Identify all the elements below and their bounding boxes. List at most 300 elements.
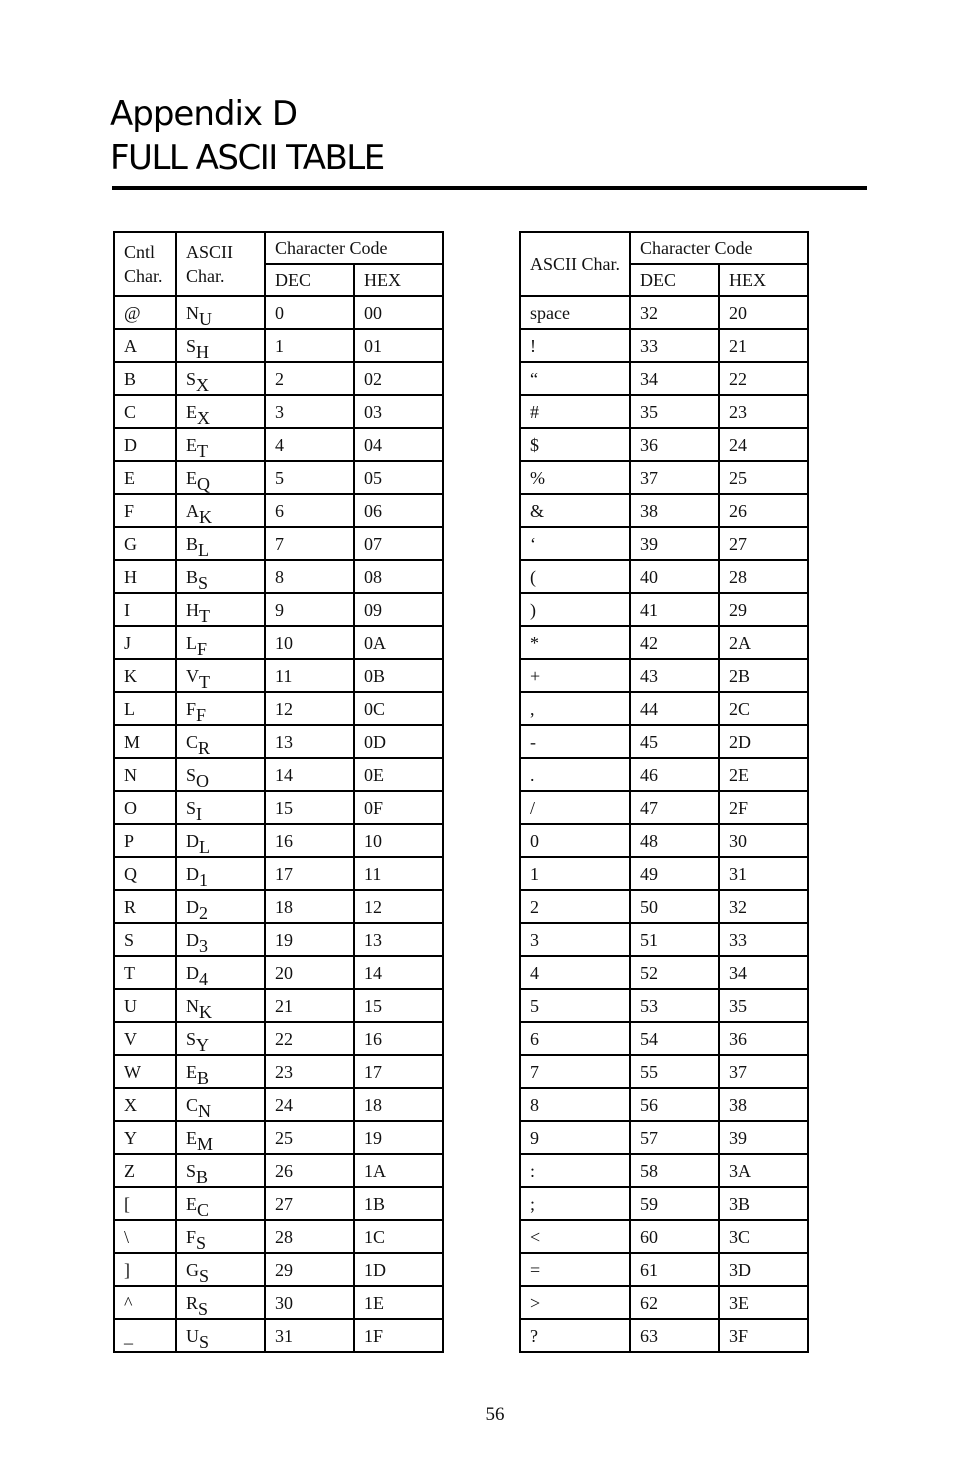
ascii-char-sub: R: [198, 737, 211, 758]
dec-cell: 61: [630, 1253, 719, 1286]
hex-cell: 1C: [354, 1220, 443, 1253]
dec-cell: 48: [630, 824, 719, 857]
ascii-char-cell: [176, 296, 265, 329]
table-row: [520, 461, 808, 494]
table-row: [520, 1286, 808, 1319]
control-char-table: [113, 231, 444, 1353]
printable-char-table: [519, 231, 809, 1353]
ascii-char-cell: [176, 560, 265, 593]
table-row: [114, 659, 443, 692]
hex-cell: 02: [354, 362, 443, 395]
hex-cell: 35: [719, 989, 808, 1022]
table-row: [114, 1022, 443, 1055]
ascii-char-cell: [176, 1319, 265, 1352]
ascii-char-cell: [176, 1286, 265, 1319]
dec-cell: 39: [630, 527, 719, 560]
table-row: [520, 989, 808, 1022]
table-row: [114, 857, 443, 890]
cntl-char-cell: ^: [114, 1286, 176, 1319]
dec-cell: 18: [265, 890, 354, 923]
header-ascii-char: ASCII Char.: [176, 232, 265, 296]
cntl-char-cell: _: [114, 1319, 176, 1352]
table-row: [114, 1253, 443, 1286]
ascii-char-sub: S: [196, 1232, 207, 1253]
table-row: [520, 593, 808, 626]
table-row: [114, 560, 443, 593]
hex-cell: 21: [719, 329, 808, 362]
hex-cell: 3C: [719, 1220, 808, 1253]
table-row: [520, 527, 808, 560]
table-row: [114, 692, 443, 725]
dec-cell: 37: [630, 461, 719, 494]
ascii-char-cell: [176, 1088, 265, 1121]
hex-cell: 36: [719, 1022, 808, 1055]
hex-cell: 15: [354, 989, 443, 1022]
hex-cell: 0A: [354, 626, 443, 659]
hex-cell: 27: [719, 527, 808, 560]
dec-cell: 53: [630, 989, 719, 1022]
hex-cell: 28: [719, 560, 808, 593]
header-ascii-char: ASCII Char.: [520, 232, 630, 296]
hex-cell: 0E: [354, 758, 443, 791]
table-row: [520, 1022, 808, 1055]
dec-cell: 28: [265, 1220, 354, 1253]
cntl-char-cell: F: [114, 494, 176, 527]
ascii-char-main: C: [186, 1094, 199, 1115]
ascii-char-sub: 2: [199, 902, 208, 923]
ascii-char-main: H: [186, 599, 199, 620]
hex-cell: 1A: [354, 1154, 443, 1187]
hex-cell: 14: [354, 956, 443, 989]
dec-cell: 29: [265, 1253, 354, 1286]
dec-cell: 15: [265, 791, 354, 824]
cntl-char-cell: E: [114, 461, 176, 494]
ascii-char-main: B: [186, 566, 199, 587]
ascii-char-cell: [176, 1055, 265, 1088]
ascii-char-cell: ): [520, 593, 630, 626]
ascii-char-main: B: [186, 533, 199, 554]
hex-cell: 31: [719, 857, 808, 890]
table-row: [114, 428, 443, 461]
ascii-char-main: D: [186, 830, 199, 851]
ascii-char-sub: O: [196, 770, 210, 791]
hex-cell: 01: [354, 329, 443, 362]
ascii-char-sub: K: [199, 506, 212, 527]
hex-cell: 18: [354, 1088, 443, 1121]
ascii-char-sub: S: [198, 572, 209, 593]
dec-cell: 52: [630, 956, 719, 989]
ascii-char-sub: N: [198, 1100, 212, 1121]
ascii-char-sub: L: [199, 836, 210, 857]
ascii-char-main: F: [186, 698, 197, 719]
cntl-char-cell: C: [114, 395, 176, 428]
table-row: [114, 1121, 443, 1154]
ascii-char-cell: [176, 428, 265, 461]
ascii-char-cell: 8: [520, 1088, 630, 1121]
cntl-char-cell: ]: [114, 1253, 176, 1286]
hex-cell: 32: [719, 890, 808, 923]
ascii-char-cell: =: [520, 1253, 630, 1286]
cntl-char-cell: [: [114, 1187, 176, 1220]
dec-cell: 27: [265, 1187, 354, 1220]
header-cntl-char: Cntl Char.: [114, 232, 176, 296]
table-row: [520, 1088, 808, 1121]
hex-cell: 13: [354, 923, 443, 956]
dec-cell: 23: [265, 1055, 354, 1088]
ascii-char-sub: Y: [196, 1034, 210, 1055]
hex-cell: 2A: [719, 626, 808, 659]
dec-cell: 47: [630, 791, 719, 824]
table-row: [520, 428, 808, 461]
ascii-char-cell: space: [520, 296, 630, 329]
table-row: [114, 296, 443, 329]
hex-cell: 16: [354, 1022, 443, 1055]
ascii-char-main: F: [186, 1226, 197, 1247]
ascii-char-cell: %: [520, 461, 630, 494]
appendix-label: Appendix D: [110, 94, 298, 134]
hex-cell: 1F: [354, 1319, 443, 1352]
ascii-char-main: U: [186, 1325, 199, 1346]
ascii-char-cell: [176, 1187, 265, 1220]
ascii-char-main: E: [186, 1061, 197, 1082]
table-row: [114, 890, 443, 923]
dec-cell: 55: [630, 1055, 719, 1088]
ascii-char-cell: +: [520, 659, 630, 692]
hex-cell: 04: [354, 428, 443, 461]
ascii-char-cell: [176, 1121, 265, 1154]
dec-cell: 51: [630, 923, 719, 956]
dec-cell: 10: [265, 626, 354, 659]
hex-cell: 33: [719, 923, 808, 956]
dec-cell: 3: [265, 395, 354, 428]
dec-cell: 21: [265, 989, 354, 1022]
table-row: [520, 725, 808, 758]
ascii-char-main: N: [186, 302, 199, 323]
ascii-char-cell: [176, 626, 265, 659]
table-row: [520, 1319, 808, 1352]
ascii-char-cell: -: [520, 725, 630, 758]
ascii-char-sub: B: [197, 1067, 210, 1088]
cntl-char-cell: W: [114, 1055, 176, 1088]
ascii-char-sub: T: [197, 440, 208, 461]
dec-cell: 16: [265, 824, 354, 857]
dec-cell: 4: [265, 428, 354, 461]
ascii-char-sub: L: [198, 539, 210, 560]
heading-rule: [112, 186, 867, 190]
ascii-char-cell: [176, 1253, 265, 1286]
hex-cell: 30: [719, 824, 808, 857]
table-row: [520, 692, 808, 725]
cntl-char-cell: D: [114, 428, 176, 461]
ascii-char-cell: [176, 1022, 265, 1055]
dec-cell: 22: [265, 1022, 354, 1055]
hex-cell: 2B: [719, 659, 808, 692]
dec-cell: 6: [265, 494, 354, 527]
dec-cell: 9: [265, 593, 354, 626]
ascii-char-sub: 1: [199, 869, 208, 890]
cntl-char-cell: R: [114, 890, 176, 923]
dec-cell: 33: [630, 329, 719, 362]
dec-cell: 58: [630, 1154, 719, 1187]
ascii-char-cell: [176, 857, 265, 890]
cntl-char-cell: H: [114, 560, 176, 593]
ascii-char-cell: *: [520, 626, 630, 659]
table-row: [520, 560, 808, 593]
cntl-char-cell: M: [114, 725, 176, 758]
page-title: FULL ASCII TABLE: [110, 138, 384, 178]
ascii-char-sub: F: [196, 704, 207, 725]
dec-cell: 62: [630, 1286, 719, 1319]
ascii-char-cell: #: [520, 395, 630, 428]
hex-cell: 0B: [354, 659, 443, 692]
ascii-char-cell: 7: [520, 1055, 630, 1088]
dec-cell: 1: [265, 329, 354, 362]
ascii-char-main: S: [186, 335, 197, 356]
ascii-char-cell: <: [520, 1220, 630, 1253]
cntl-char-cell: X: [114, 1088, 176, 1121]
table-row: [520, 791, 808, 824]
hex-cell: 2F: [719, 791, 808, 824]
dec-cell: 44: [630, 692, 719, 725]
dec-cell: 13: [265, 725, 354, 758]
hex-cell: 26: [719, 494, 808, 527]
dec-cell: 42: [630, 626, 719, 659]
hex-cell: 2D: [719, 725, 808, 758]
table-row: [114, 1055, 443, 1088]
ascii-char-sub: X: [197, 407, 210, 428]
ascii-char-main: R: [186, 1292, 199, 1313]
hex-cell: 2E: [719, 758, 808, 791]
cntl-char-cell: Q: [114, 857, 176, 890]
table-row: [114, 725, 443, 758]
ascii-char-sub: T: [199, 605, 210, 626]
cntl-char-cell: V: [114, 1022, 176, 1055]
dec-cell: 31: [265, 1319, 354, 1352]
dec-cell: 2: [265, 362, 354, 395]
table-row: [520, 890, 808, 923]
cntl-char-cell: Y: [114, 1121, 176, 1154]
dec-cell: 45: [630, 725, 719, 758]
cntl-char-cell: J: [114, 626, 176, 659]
hex-cell: 34: [719, 956, 808, 989]
hex-cell: 23: [719, 395, 808, 428]
page-number: 56: [485, 1404, 505, 1425]
cntl-char-cell: \: [114, 1220, 176, 1253]
ascii-char-cell: [176, 461, 265, 494]
ascii-char-cell: 3: [520, 923, 630, 956]
hex-cell: 3E: [719, 1286, 808, 1319]
table-row: [114, 1286, 443, 1319]
header-character-code: Character Code: [630, 232, 808, 264]
table-row: [520, 362, 808, 395]
ascii-char-sub: X: [196, 374, 210, 395]
table-row: [520, 1220, 808, 1253]
hex-cell: 24: [719, 428, 808, 461]
ascii-char-cell: .: [520, 758, 630, 791]
table-row: [114, 923, 443, 956]
dec-cell: 0: [265, 296, 354, 329]
cntl-char-cell: A: [114, 329, 176, 362]
table-row: [520, 494, 808, 527]
ascii-char-cell: “: [520, 362, 630, 395]
table-row: [114, 1220, 443, 1253]
ascii-char-main: L: [186, 632, 197, 653]
cntl-char-cell: U: [114, 989, 176, 1022]
dec-cell: 54: [630, 1022, 719, 1055]
cntl-char-cell: T: [114, 956, 176, 989]
table-row: [520, 1121, 808, 1154]
hex-cell: 39: [719, 1121, 808, 1154]
ascii-char-cell: [176, 329, 265, 362]
dec-cell: 46: [630, 758, 719, 791]
table-row: [114, 1187, 443, 1220]
dec-cell: 8: [265, 560, 354, 593]
hex-cell: 1B: [354, 1187, 443, 1220]
hex-cell: 10: [354, 824, 443, 857]
dec-cell: 36: [630, 428, 719, 461]
dec-cell: 20: [265, 956, 354, 989]
table-row: [520, 1055, 808, 1088]
cntl-char-cell: Z: [114, 1154, 176, 1187]
table-row: [114, 824, 443, 857]
cntl-char-cell: B: [114, 362, 176, 395]
table-row: [114, 626, 443, 659]
ascii-char-cell: [176, 989, 265, 1022]
table-row: [114, 593, 443, 626]
ascii-char-cell: ‘: [520, 527, 630, 560]
hex-cell: 08: [354, 560, 443, 593]
ascii-char-cell: 1: [520, 857, 630, 890]
ascii-char-main: N: [186, 995, 199, 1016]
ascii-char-cell: ?: [520, 1319, 630, 1352]
cntl-char-cell: S: [114, 923, 176, 956]
table-row: [520, 758, 808, 791]
ascii-char-main: D: [186, 863, 199, 884]
ascii-char-main: S: [186, 764, 197, 785]
cntl-char-cell: O: [114, 791, 176, 824]
dec-cell: 17: [265, 857, 354, 890]
ascii-char-sub: S: [199, 1265, 210, 1286]
ascii-char-main: C: [186, 731, 199, 752]
dec-cell: 25: [265, 1121, 354, 1154]
table-row: [520, 296, 808, 329]
ascii-char-cell: &: [520, 494, 630, 527]
ascii-char-cell: ;: [520, 1187, 630, 1220]
hex-cell: 3A: [719, 1154, 808, 1187]
dec-cell: 26: [265, 1154, 354, 1187]
ascii-char-cell: 6: [520, 1022, 630, 1055]
ascii-char-main: S: [186, 797, 197, 818]
cntl-char-cell: @: [114, 296, 176, 329]
hex-cell: 00: [354, 296, 443, 329]
dec-cell: 19: [265, 923, 354, 956]
dec-cell: 35: [630, 395, 719, 428]
hex-cell: 05: [354, 461, 443, 494]
cntl-char-cell: K: [114, 659, 176, 692]
ascii-char-cell: [176, 791, 265, 824]
dec-cell: 49: [630, 857, 719, 890]
table-row: [520, 956, 808, 989]
ascii-char-main: D: [186, 896, 199, 917]
dec-cell: 50: [630, 890, 719, 923]
cntl-char-cell: N: [114, 758, 176, 791]
dec-cell: 56: [630, 1088, 719, 1121]
hex-cell: 3F: [719, 1319, 808, 1352]
ascii-char-cell: [176, 494, 265, 527]
dec-cell: 40: [630, 560, 719, 593]
ascii-char-main: D: [186, 962, 199, 983]
cntl-char-cell: P: [114, 824, 176, 857]
dec-cell: 5: [265, 461, 354, 494]
dec-cell: 11: [265, 659, 354, 692]
dec-cell: 12: [265, 692, 354, 725]
hex-cell: 1D: [354, 1253, 443, 1286]
dec-cell: 43: [630, 659, 719, 692]
hex-cell: 07: [354, 527, 443, 560]
ascii-char-cell: :: [520, 1154, 630, 1187]
hex-cell: 2C: [719, 692, 808, 725]
ascii-char-sub: C: [197, 1199, 210, 1220]
table-row: [114, 956, 443, 989]
ascii-char-main: A: [186, 500, 199, 521]
dec-cell: 60: [630, 1220, 719, 1253]
ascii-char-cell: [176, 692, 265, 725]
ascii-char-cell: [176, 1154, 265, 1187]
table-row: [114, 494, 443, 527]
ascii-char-cell: [176, 395, 265, 428]
hex-cell: 3B: [719, 1187, 808, 1220]
page-heading: [110, 92, 384, 180]
table-row: [114, 395, 443, 428]
ascii-char-main: S: [186, 1160, 197, 1181]
ascii-char-cell: !: [520, 329, 630, 362]
ascii-char-main: E: [186, 1193, 197, 1214]
cntl-char-cell: G: [114, 527, 176, 560]
ascii-char-sub: 4: [199, 968, 208, 989]
hex-cell: 0D: [354, 725, 443, 758]
hex-cell: 03: [354, 395, 443, 428]
hex-cell: 0C: [354, 692, 443, 725]
ascii-char-sub: H: [196, 341, 210, 362]
hex-cell: 3D: [719, 1253, 808, 1286]
hex-cell: 09: [354, 593, 443, 626]
ascii-char-main: S: [186, 368, 197, 389]
ascii-char-sub: M: [197, 1133, 214, 1154]
ascii-char-cell: [176, 923, 265, 956]
dec-cell: 30: [265, 1286, 354, 1319]
ascii-char-main: G: [186, 1259, 199, 1280]
table-row: [520, 1253, 808, 1286]
dec-cell: 7: [265, 527, 354, 560]
header-dec: DEC: [630, 264, 719, 296]
hex-cell: 29: [719, 593, 808, 626]
hex-cell: 17: [354, 1055, 443, 1088]
table-row: [520, 857, 808, 890]
hex-cell: 20: [719, 296, 808, 329]
dec-cell: 63: [630, 1319, 719, 1352]
cntl-char-cell: L: [114, 692, 176, 725]
ascii-char-cell: [176, 824, 265, 857]
ascii-char-sub: I: [196, 803, 203, 824]
ascii-char-main: D: [186, 929, 199, 950]
table-row: [520, 1187, 808, 1220]
dec-cell: 59: [630, 1187, 719, 1220]
ascii-char-sub: 3: [199, 935, 208, 956]
table-row: [520, 824, 808, 857]
table-row: [114, 791, 443, 824]
ascii-char-main: E: [186, 401, 197, 422]
ascii-char-cell: [176, 659, 265, 692]
